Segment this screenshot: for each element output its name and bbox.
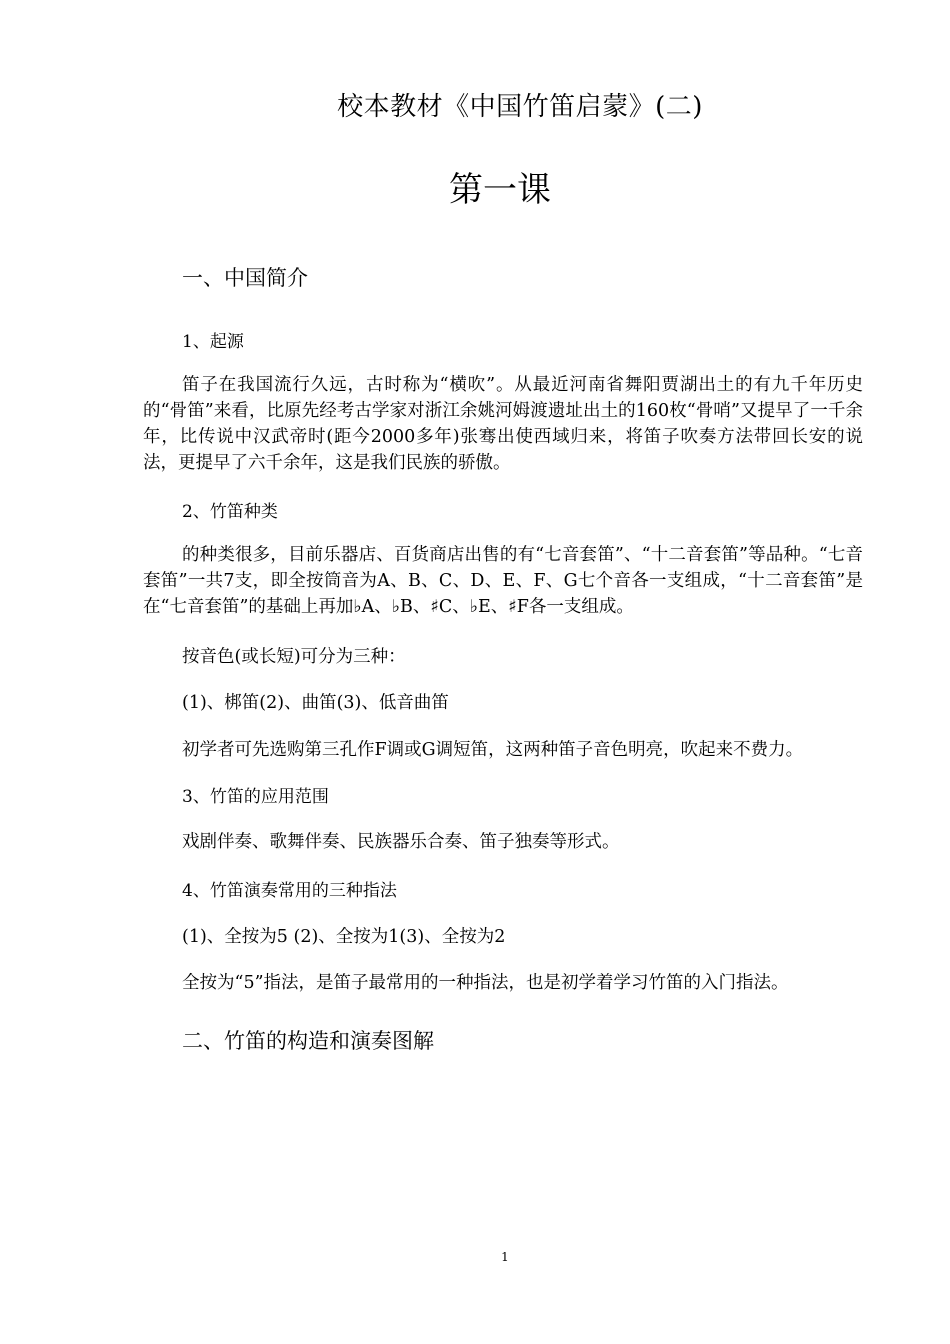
subheading-fingering: 4、竹笛演奏常用的三种指法 <box>182 881 397 901</box>
fingering-note-line: 全按为“5”指法，是笛子最常用的一种指法，也是初学着学习竹笛的入门指法。 <box>182 973 789 993</box>
paragraph-types: 的种类很多，目前乐器店、百货商店出售的有“七音套笛”、“十二音套笛”等品种。“七音套笛”一共7支，即全按筒音为A、B、C、D、E、F、G七个音各一支组成，“十二音套笛”是在“七音套笛”的基础上再加♭A、♭B、♯C、♭E、♯F各一支组成。 <box>143 545 863 617</box>
lesson-title: 第一课 <box>449 170 551 210</box>
page-number: 1 <box>501 1250 509 1264</box>
subheading-range: 3、竹笛的应用范围 <box>182 787 329 807</box>
section-heading-construction: 二、竹笛的构造和演奏图解 <box>182 1029 434 1053</box>
paragraph-origin: 笛子在我国流行久远，古时称为“横吹”。从最近河南省舞阳贾湖出土的有九千年历史的“骨笛”来看，比原先经考古学家对浙江余姚河姆渡遗址出土的160枚“骨哨”又提早了一千余年，比传说中汉武帝时(距今2000多年)张骞出使西域归来，将笛子吹奏方法带回长安的说法，更提早了六千余年，这是我们民族的骄傲。 <box>143 375 863 473</box>
section-heading-intro: 一、中国简介 <box>182 266 308 290</box>
flute-kinds-line: (1)、梆笛(2)、曲笛(3)、低音曲笛 <box>182 693 449 713</box>
fingering-line: (1)、全按为5 (2)、全按为1(3)、全按为2 <box>182 927 506 947</box>
range-line: 戏剧伴奏、歌舞伴奏、民族器乐合奏、笛子独奏等形式。 <box>182 832 620 852</box>
document-title: 校本教材《中国竹笛启蒙》(二) <box>337 92 703 122</box>
beginner-advice-line: 初学者可先选购第三孔作F调或G调短笛，这两种笛子音色明亮，吹起来不费力。 <box>182 740 804 760</box>
subheading-types: 2、竹笛种类 <box>182 502 278 522</box>
subheading-origin: 1、起源 <box>182 332 244 352</box>
timbre-line: 按音色(或长短)可分为三种： <box>182 647 406 667</box>
